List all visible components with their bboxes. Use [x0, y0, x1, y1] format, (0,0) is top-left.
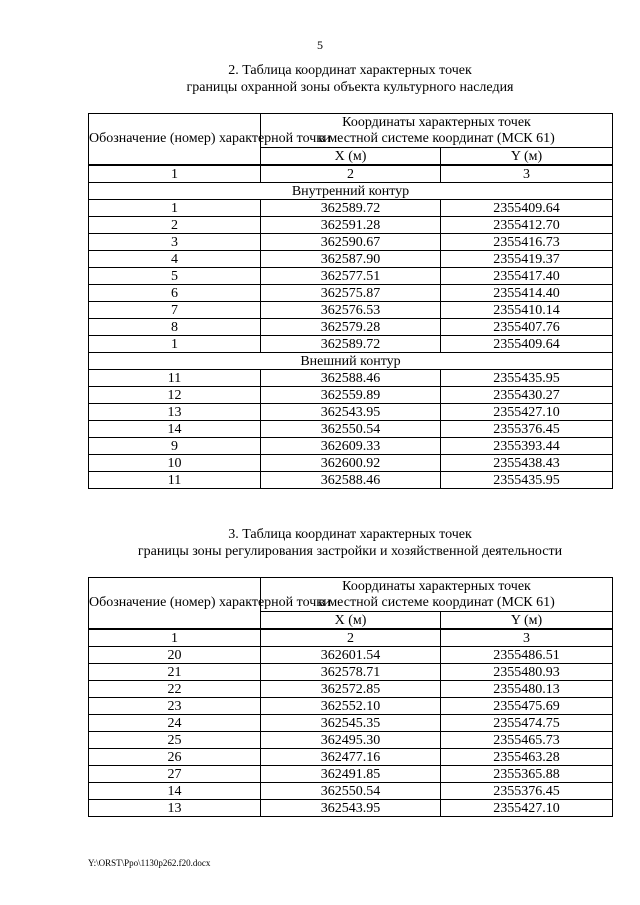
y-value: 2355480.93	[441, 664, 613, 681]
y-value: 2355438.43	[441, 455, 613, 472]
table2-header-y: Y (м)	[441, 148, 613, 166]
page-number: 5	[317, 38, 323, 52]
table3-coordinates	[88, 577, 613, 817]
table2-header-coords-line2: в местной системе координат (МСК 61)	[318, 130, 555, 146]
point-id: 23	[89, 698, 261, 715]
table-row	[89, 251, 613, 268]
table2-header-x: X (м)	[261, 148, 441, 166]
x-value: 362491.85	[261, 766, 441, 783]
x-value: 362577.51	[261, 268, 441, 285]
table-row	[89, 268, 613, 285]
table-row	[89, 455, 613, 472]
table3-index-1: 1	[89, 629, 261, 647]
y-value: 2355376.45	[441, 783, 613, 800]
y-value: 2355480.13	[441, 681, 613, 698]
x-value: 362609.33	[261, 438, 441, 455]
table-row	[89, 732, 613, 749]
y-value: 2355486.51	[441, 647, 613, 664]
table3-caption-line2: границы зоны регулирования застройки и хозяйственной деятельности	[137, 544, 563, 559]
table-row	[89, 285, 613, 302]
table-row	[89, 647, 613, 664]
table2-caption-line2: границы охранной зоны объекта культурного наследия	[186, 80, 514, 95]
y-value: 2355430.27	[441, 387, 613, 404]
table3-index-2: 2	[261, 629, 441, 647]
y-value: 2355427.10	[441, 800, 613, 817]
table-row	[89, 749, 613, 766]
table-row	[89, 681, 613, 698]
point-id: 1	[89, 336, 261, 353]
table-row	[89, 783, 613, 800]
y-value: 2355410.14	[441, 302, 613, 319]
point-id: 11	[89, 472, 261, 489]
y-value: 2355427.10	[441, 404, 613, 421]
table-row	[89, 472, 613, 489]
table-row	[89, 387, 613, 404]
x-value: 362579.28	[261, 319, 441, 336]
x-value: 362600.92	[261, 455, 441, 472]
table-row	[89, 766, 613, 783]
y-value: 2355435.95	[441, 472, 613, 489]
x-value: 362543.95	[261, 404, 441, 421]
table-row	[89, 421, 613, 438]
table-row	[89, 370, 613, 387]
point-id: 26	[89, 749, 261, 766]
x-value: 362591.28	[261, 217, 441, 234]
table3-header-point: Обозначение (номер) характерной точки	[89, 578, 261, 630]
x-value: 362588.46	[261, 472, 441, 489]
table2-section-inner: Внутренний контур	[89, 183, 613, 200]
table-row	[89, 404, 613, 421]
point-id: 11	[89, 370, 261, 387]
x-value: 362587.90	[261, 251, 441, 268]
y-value: 2355463.28	[441, 749, 613, 766]
table2-header-point: Обозначение (номер) характерной точки	[89, 114, 261, 166]
point-id: 14	[89, 421, 261, 438]
point-id: 7	[89, 302, 261, 319]
x-value: 362543.95	[261, 800, 441, 817]
y-value: 2355412.70	[441, 217, 613, 234]
point-id: 13	[89, 800, 261, 817]
point-id: 14	[89, 783, 261, 800]
y-value: 2355365.88	[441, 766, 613, 783]
table2-caption	[88, 62, 612, 96]
x-value: 362572.85	[261, 681, 441, 698]
point-id: 22	[89, 681, 261, 698]
y-value: 2355376.45	[441, 421, 613, 438]
point-id: 27	[89, 766, 261, 783]
point-id: 3	[89, 234, 261, 251]
y-value: 2355409.64	[441, 336, 613, 353]
point-id: 6	[89, 285, 261, 302]
table2-index-1: 1	[89, 165, 261, 183]
y-value: 2355416.73	[441, 234, 613, 251]
table2-index-2: 2	[261, 165, 441, 183]
table-row	[89, 217, 613, 234]
point-id: 8	[89, 319, 261, 336]
y-value: 2355414.40	[441, 285, 613, 302]
x-value: 362576.53	[261, 302, 441, 319]
point-id: 20	[89, 647, 261, 664]
table-row	[89, 234, 613, 251]
table2-coordinates	[88, 113, 613, 489]
x-value: 362552.10	[261, 698, 441, 715]
y-value: 2355407.76	[441, 319, 613, 336]
y-value: 2355419.37	[441, 251, 613, 268]
point-id: 1	[89, 200, 261, 217]
point-id: 2	[89, 217, 261, 234]
x-value: 362477.16	[261, 749, 441, 766]
y-value: 2355393.44	[441, 438, 613, 455]
table-row	[89, 336, 613, 353]
x-value: 362545.35	[261, 715, 441, 732]
table3-index-3: 3	[441, 629, 613, 647]
x-value: 362550.54	[261, 421, 441, 438]
table-row	[89, 302, 613, 319]
table3-header-x: X (м)	[261, 612, 441, 630]
table3-header-coords-line1: Координаты характерных точек	[342, 578, 531, 594]
table2-caption-line1: 2. Таблица координат характерных точек	[228, 63, 472, 78]
y-value: 2355474.75	[441, 715, 613, 732]
footer-file-path: Y:\ORST\Ppo\1130p262.f20.docx	[88, 858, 211, 868]
x-value: 362588.46	[261, 370, 441, 387]
table-row	[89, 715, 613, 732]
point-id: 21	[89, 664, 261, 681]
table-row	[89, 698, 613, 715]
y-value: 2355435.95	[441, 370, 613, 387]
point-id: 4	[89, 251, 261, 268]
point-id: 12	[89, 387, 261, 404]
table-row	[89, 800, 613, 817]
x-value: 362578.71	[261, 664, 441, 681]
point-id: 9	[89, 438, 261, 455]
point-id: 10	[89, 455, 261, 472]
x-value: 362589.72	[261, 200, 441, 217]
x-value: 362589.72	[261, 336, 441, 353]
table3-header-y: Y (м)	[441, 612, 613, 630]
x-value: 362575.87	[261, 285, 441, 302]
table3-caption	[88, 526, 612, 560]
table-row	[89, 319, 613, 336]
table2-section-outer: Внешний контур	[89, 353, 613, 370]
x-value: 362590.67	[261, 234, 441, 251]
table2-header-coords-line1: Координаты характерных точек	[342, 114, 531, 130]
table-row	[89, 200, 613, 217]
table2-index-3: 3	[441, 165, 613, 183]
point-id: 24	[89, 715, 261, 732]
table-row	[89, 664, 613, 681]
y-value: 2355417.40	[441, 268, 613, 285]
y-value: 2355475.69	[441, 698, 613, 715]
x-value: 362601.54	[261, 647, 441, 664]
x-value: 362550.54	[261, 783, 441, 800]
x-value: 362495.30	[261, 732, 441, 749]
table-row	[89, 438, 613, 455]
table3-header-coords-line2: в местной системе координат (МСК 61)	[318, 594, 555, 610]
point-id: 5	[89, 268, 261, 285]
x-value: 362559.89	[261, 387, 441, 404]
y-value: 2355409.64	[441, 200, 613, 217]
point-id: 13	[89, 404, 261, 421]
table3-caption-line1: 3. Таблица координат характерных точек	[228, 527, 472, 542]
point-id: 25	[89, 732, 261, 749]
y-value: 2355465.73	[441, 732, 613, 749]
